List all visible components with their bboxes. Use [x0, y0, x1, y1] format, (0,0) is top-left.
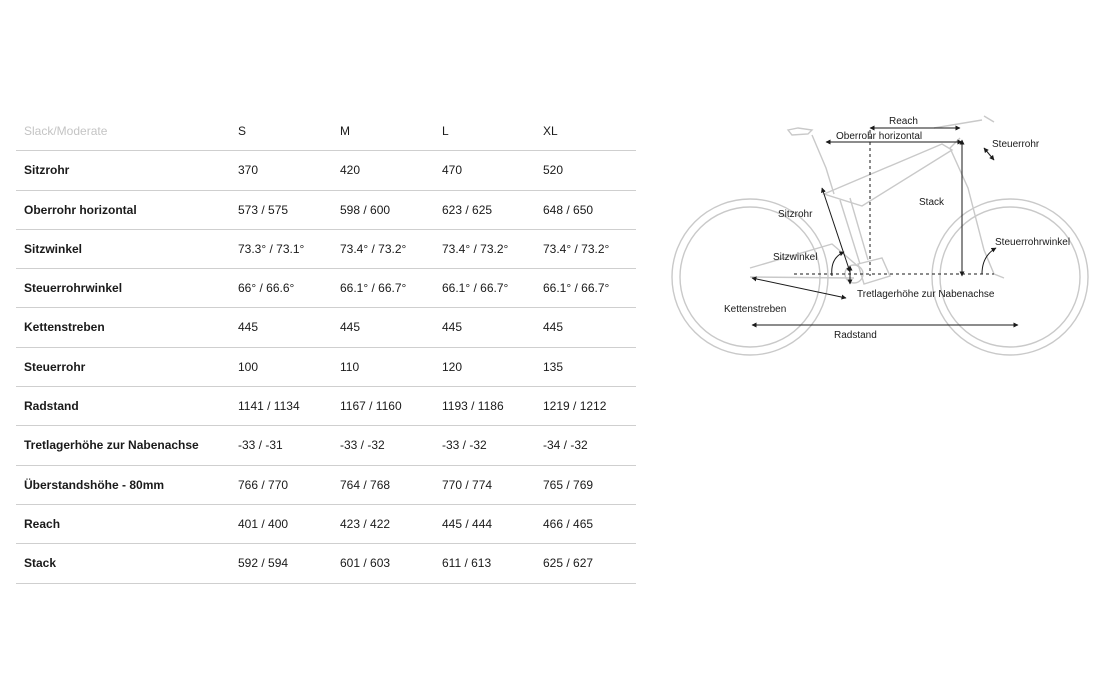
table-row — [16, 544, 636, 583]
row-value: 100 — [238, 359, 259, 374]
label-kettenstreben: Kettenstreben — [724, 304, 787, 315]
row-value: 73.3° / 73.1° — [238, 241, 305, 256]
row-value: 423 / 422 — [340, 516, 391, 531]
row-value: 770 / 774 — [442, 477, 493, 492]
label-sitzrohr: Sitzrohr — [778, 209, 813, 220]
table-row — [16, 230, 636, 269]
row-label: Stack — [24, 556, 57, 571]
header-label: Slack/Moderate — [24, 124, 108, 138]
row-label: Kettenstreben — [24, 320, 105, 335]
table-row — [16, 387, 636, 426]
row-value: 1193 / 1186 — [442, 399, 504, 414]
label-radstand: Radstand — [834, 330, 877, 341]
row-value: 625 / 627 — [543, 556, 594, 571]
row-value: 120 — [442, 359, 463, 374]
row-value: 765 / 769 — [543, 477, 594, 492]
row-value: 445 — [340, 320, 361, 335]
row-label: Sitzrohr — [24, 163, 70, 178]
row-value: 66.1° / 66.7° — [442, 281, 509, 296]
kettenstreben-arrow — [752, 278, 846, 298]
front-wheel-inner — [940, 207, 1080, 347]
sitzwinkel-arc — [832, 252, 844, 276]
row-value: 73.4° / 73.2° — [340, 241, 407, 256]
row-value: 401 / 400 — [238, 516, 289, 531]
row-value: 135 — [543, 359, 564, 374]
row-value: 466 / 465 — [543, 516, 594, 531]
row-value: 601 / 603 — [340, 556, 391, 571]
row-value: 573 / 575 — [238, 202, 289, 217]
table-row — [16, 269, 636, 308]
row-value: 520 — [543, 163, 564, 178]
row-value: 66.1° / 66.7° — [543, 281, 610, 296]
row-value: 598 / 600 — [340, 202, 391, 217]
row-value: -33 / -32 — [340, 438, 385, 453]
label-steuerrohrwinkel: Steuerrohrwinkel — [995, 237, 1071, 248]
saddle — [788, 128, 812, 135]
row-value: 623 / 625 — [442, 202, 493, 217]
row-value: 420 — [340, 163, 361, 178]
row-label: Radstand — [24, 399, 79, 414]
row-value: 470 — [442, 163, 463, 178]
row-label: Oberrohr horizontal — [24, 202, 137, 217]
table-header-row — [16, 112, 636, 151]
row-value: 445 / 444 — [442, 516, 493, 531]
row-value: -33 / -32 — [442, 438, 487, 453]
row-label: Sitzwinkel — [24, 241, 83, 256]
chain-stay — [750, 277, 854, 278]
row-value: 764 / 768 — [340, 477, 391, 492]
row-label: Reach — [24, 516, 61, 531]
row-label: Steuerrohrwinkel — [24, 281, 123, 296]
size-header-l: L — [442, 124, 449, 138]
row-value: 592 / 594 — [238, 556, 289, 571]
table-row — [16, 151, 636, 190]
label-stack: Stack — [919, 197, 945, 208]
label-tretlager: Tretlagerhöhe zur Nabenachse — [857, 289, 995, 300]
seat-post — [812, 135, 834, 194]
bike-outline — [672, 116, 1088, 355]
row-value: 110 — [340, 359, 360, 374]
row-value: 66° / 66.6° — [238, 281, 295, 296]
table-body — [16, 151, 636, 583]
table-row — [16, 466, 636, 505]
size-header-xl: XL — [543, 124, 558, 138]
table-row — [16, 308, 636, 347]
row-value: 611 / 613 — [442, 556, 492, 571]
row-value: 1141 / 1134 — [238, 399, 300, 414]
row-value: 445 — [543, 320, 564, 335]
label-steuerrohr: Steuerrohr — [992, 139, 1040, 150]
row-value: 370 — [238, 163, 259, 178]
stem-handlebar — [934, 116, 994, 128]
row-value: 445 — [238, 320, 259, 335]
geometry-table — [16, 112, 636, 584]
size-header-s: S — [238, 124, 247, 138]
row-value: 445 — [442, 320, 463, 335]
label-oberrohr: Oberrohr horizontal — [836, 131, 923, 142]
row-value: -33 / -31 — [238, 438, 283, 453]
table-row — [16, 191, 636, 230]
table-row — [16, 348, 636, 387]
dimension-labels — [724, 116, 1070, 341]
row-value: 766 / 770 — [238, 477, 289, 492]
front-wheel-outer — [932, 199, 1088, 355]
row-value: 648 / 650 — [543, 202, 594, 217]
row-value: -34 / -32 — [543, 438, 588, 453]
row-label: Überstandshöhe - 80mm — [24, 477, 165, 492]
row-value: 73.4° / 73.2° — [543, 241, 610, 256]
size-header-m: M — [340, 124, 350, 138]
row-value: 73.4° / 73.2° — [442, 241, 509, 256]
table-row — [16, 505, 636, 544]
row-value: 1219 / 1212 — [543, 399, 607, 414]
bike-geometry-diagram — [664, 108, 1104, 368]
table-row — [16, 426, 636, 465]
label-sitzwinkel: Sitzwinkel — [773, 252, 818, 263]
label-reach: Reach — [889, 116, 918, 127]
row-value: 1167 / 1160 — [340, 399, 402, 414]
row-value: 66.1° / 66.7° — [340, 281, 407, 296]
row-label: Tretlagerhöhe zur Nabenachse — [24, 438, 199, 453]
row-label: Steuerrohr — [24, 359, 86, 374]
